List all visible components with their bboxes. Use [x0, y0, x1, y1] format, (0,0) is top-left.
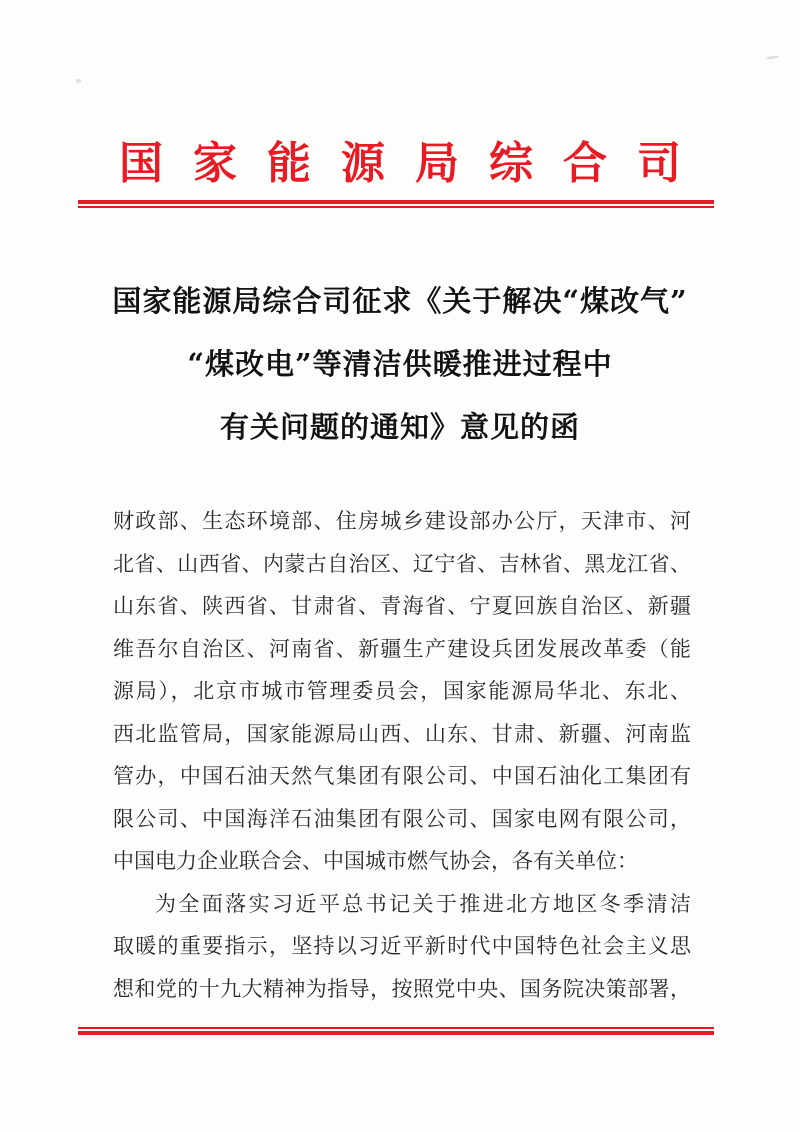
body-line: 西北监管局，国家能源局山西、山东、甘肃、新疆、河南监: [113, 721, 691, 746]
document-title-line-2: “煤改电”等清洁供暖推进过程中: [187, 347, 613, 381]
scan-artifact: [76, 79, 81, 83]
document-body: [113, 500, 691, 1010]
divider-thick-line: [78, 1031, 714, 1035]
body-line: 管办，中国石油天然气集团有限公司、中国石油化工集团有: [113, 764, 691, 788]
body-line: 想和党的十九大精神为指导，按照党中央、国务院决策部署，: [113, 976, 691, 1001]
footer-divider-rule: [78, 1027, 714, 1035]
divider-thin-line: [78, 206, 714, 208]
body-line: 源局），北京市城市管理委员会，国家能源局华北、东北、: [113, 679, 691, 703]
body-line: 限公司、中国海洋石油集团有限公司、国家电网有限公司，: [113, 806, 691, 831]
body-line: 财政部、生态环境部、住房城乡建设部办公厅，天津市、河: [113, 509, 691, 533]
body-line: 维吾尔自治区、河南省、新疆生产建设兵团发展改革委（能: [113, 636, 691, 661]
body-line: 为全面落实习近平总书记关于推进北方地区冬季清洁: [155, 891, 691, 916]
letterhead-department-name: 国家能源局综合司: [119, 138, 711, 189]
body-line: 北省、山西省、内蒙古自治区、辽宁省、吉林省、黑龙江省、: [113, 551, 691, 576]
scan-artifact: [766, 55, 779, 60]
document-title-line-3: 有关问题的通知》意见的函: [219, 410, 580, 444]
body-line: 取暖的重要指示，坚持以习近平新时代中国特色社会主义思: [113, 934, 691, 958]
body-line-salutation: 中国电力企业联合会、中国城市燃气协会，各有关单位：: [113, 849, 638, 873]
document-title: [60, 270, 740, 459]
document-title-line-1: 国家能源局综合司征求《关于解决“煤改气”: [112, 284, 688, 318]
letterhead-divider-rule: [78, 200, 714, 208]
body-line: 山东省、陕西省、甘肃省、青海省、宁夏回族自治区、新疆: [113, 594, 691, 618]
